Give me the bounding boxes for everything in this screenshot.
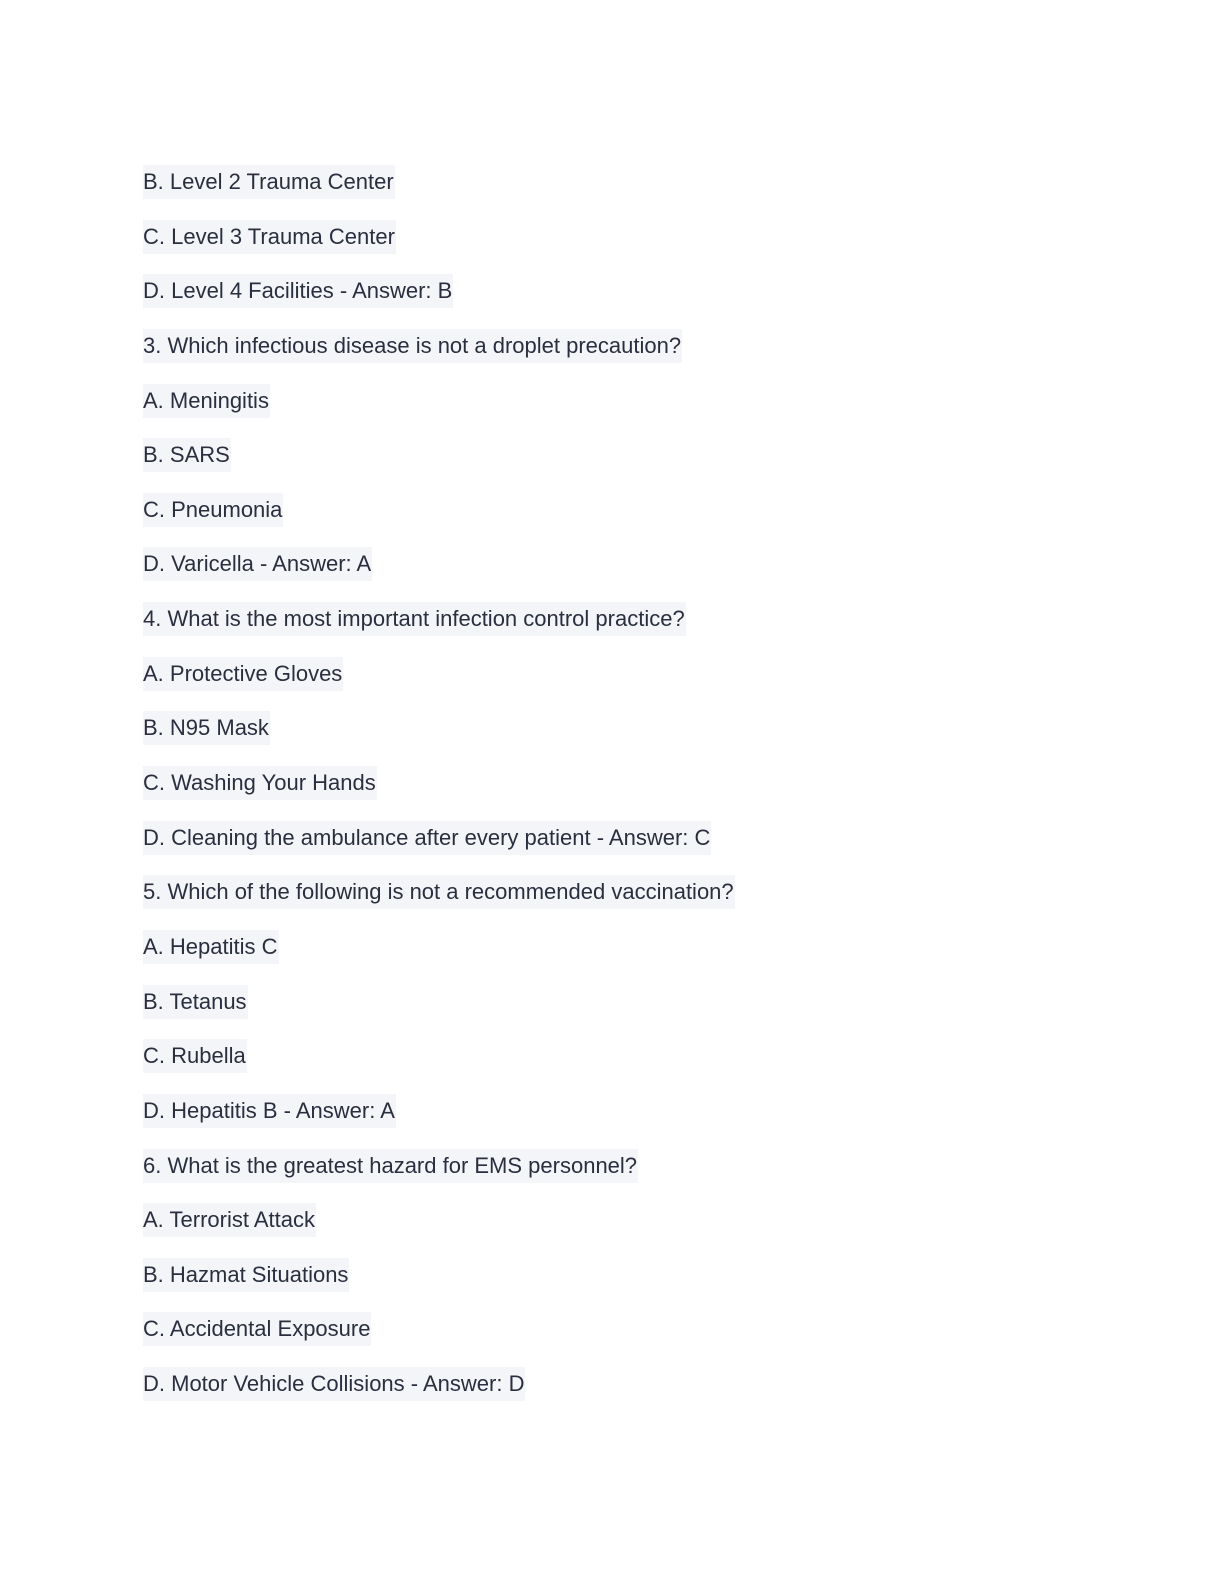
line-text: A. Terrorist Attack — [143, 1203, 316, 1237]
question-3 — [143, 329, 1143, 384]
line-text: A. Protective Gloves — [143, 657, 343, 691]
line-text: C. Pneumonia — [143, 493, 283, 527]
q4-option-b — [143, 711, 1143, 766]
option-d-level-4-answer — [143, 274, 1143, 329]
question-6 — [143, 1149, 1143, 1204]
q6-option-a — [143, 1203, 1143, 1258]
question-text: 3. Which infectious disease is not a droplet precaution? — [143, 329, 682, 363]
q4-option-c — [143, 766, 1143, 821]
option-b-level-2 — [143, 165, 1143, 220]
q5-option-b — [143, 985, 1143, 1040]
line-text: B. Tetanus — [143, 985, 248, 1019]
q5-option-a — [143, 930, 1143, 985]
line-text: B. SARS — [143, 438, 231, 472]
q5-option-c — [143, 1039, 1143, 1094]
q6-option-b — [143, 1258, 1143, 1313]
line-text: C. Level 3 Trauma Center — [143, 220, 396, 254]
q6-option-c — [143, 1312, 1143, 1367]
question-4 — [143, 602, 1143, 657]
document-page — [143, 165, 1143, 1422]
line-text: C. Accidental Exposure — [143, 1312, 371, 1346]
line-text: D. Level 4 Facilities - Answer: B — [143, 274, 453, 308]
q6-option-d-answer — [143, 1367, 1143, 1422]
line-text: A. Meningitis — [143, 384, 270, 418]
q4-option-a — [143, 657, 1143, 712]
line-text: D. Motor Vehicle Collisions - Answer: D — [143, 1367, 525, 1401]
line-text: D. Cleaning the ambulance after every patient - Answer: C — [143, 821, 711, 855]
line-text: C. Rubella — [143, 1039, 247, 1073]
q3-option-b — [143, 438, 1143, 493]
question-text: 5. Which of the following is not a recommended vaccination? — [143, 875, 735, 909]
q3-option-c — [143, 493, 1143, 548]
line-text: D. Hepatitis B - Answer: A — [143, 1094, 396, 1128]
question-5 — [143, 875, 1143, 930]
q3-option-d-answer — [143, 547, 1143, 602]
line-text: B. Level 2 Trauma Center — [143, 165, 395, 199]
line-text: C. Washing Your Hands — [143, 766, 377, 800]
line-text: B. N95 Mask — [143, 711, 270, 745]
question-text: 6. What is the greatest hazard for EMS personnel? — [143, 1149, 638, 1183]
q5-option-d-answer — [143, 1094, 1143, 1149]
question-text: 4. What is the most important infection control practice? — [143, 602, 686, 636]
q3-option-a — [143, 384, 1143, 439]
option-c-level-3 — [143, 220, 1143, 275]
line-text: B. Hazmat Situations — [143, 1258, 349, 1292]
line-text: D. Varicella - Answer: A — [143, 547, 372, 581]
line-text: A. Hepatitis C — [143, 930, 279, 964]
q4-option-d-answer — [143, 821, 1143, 876]
